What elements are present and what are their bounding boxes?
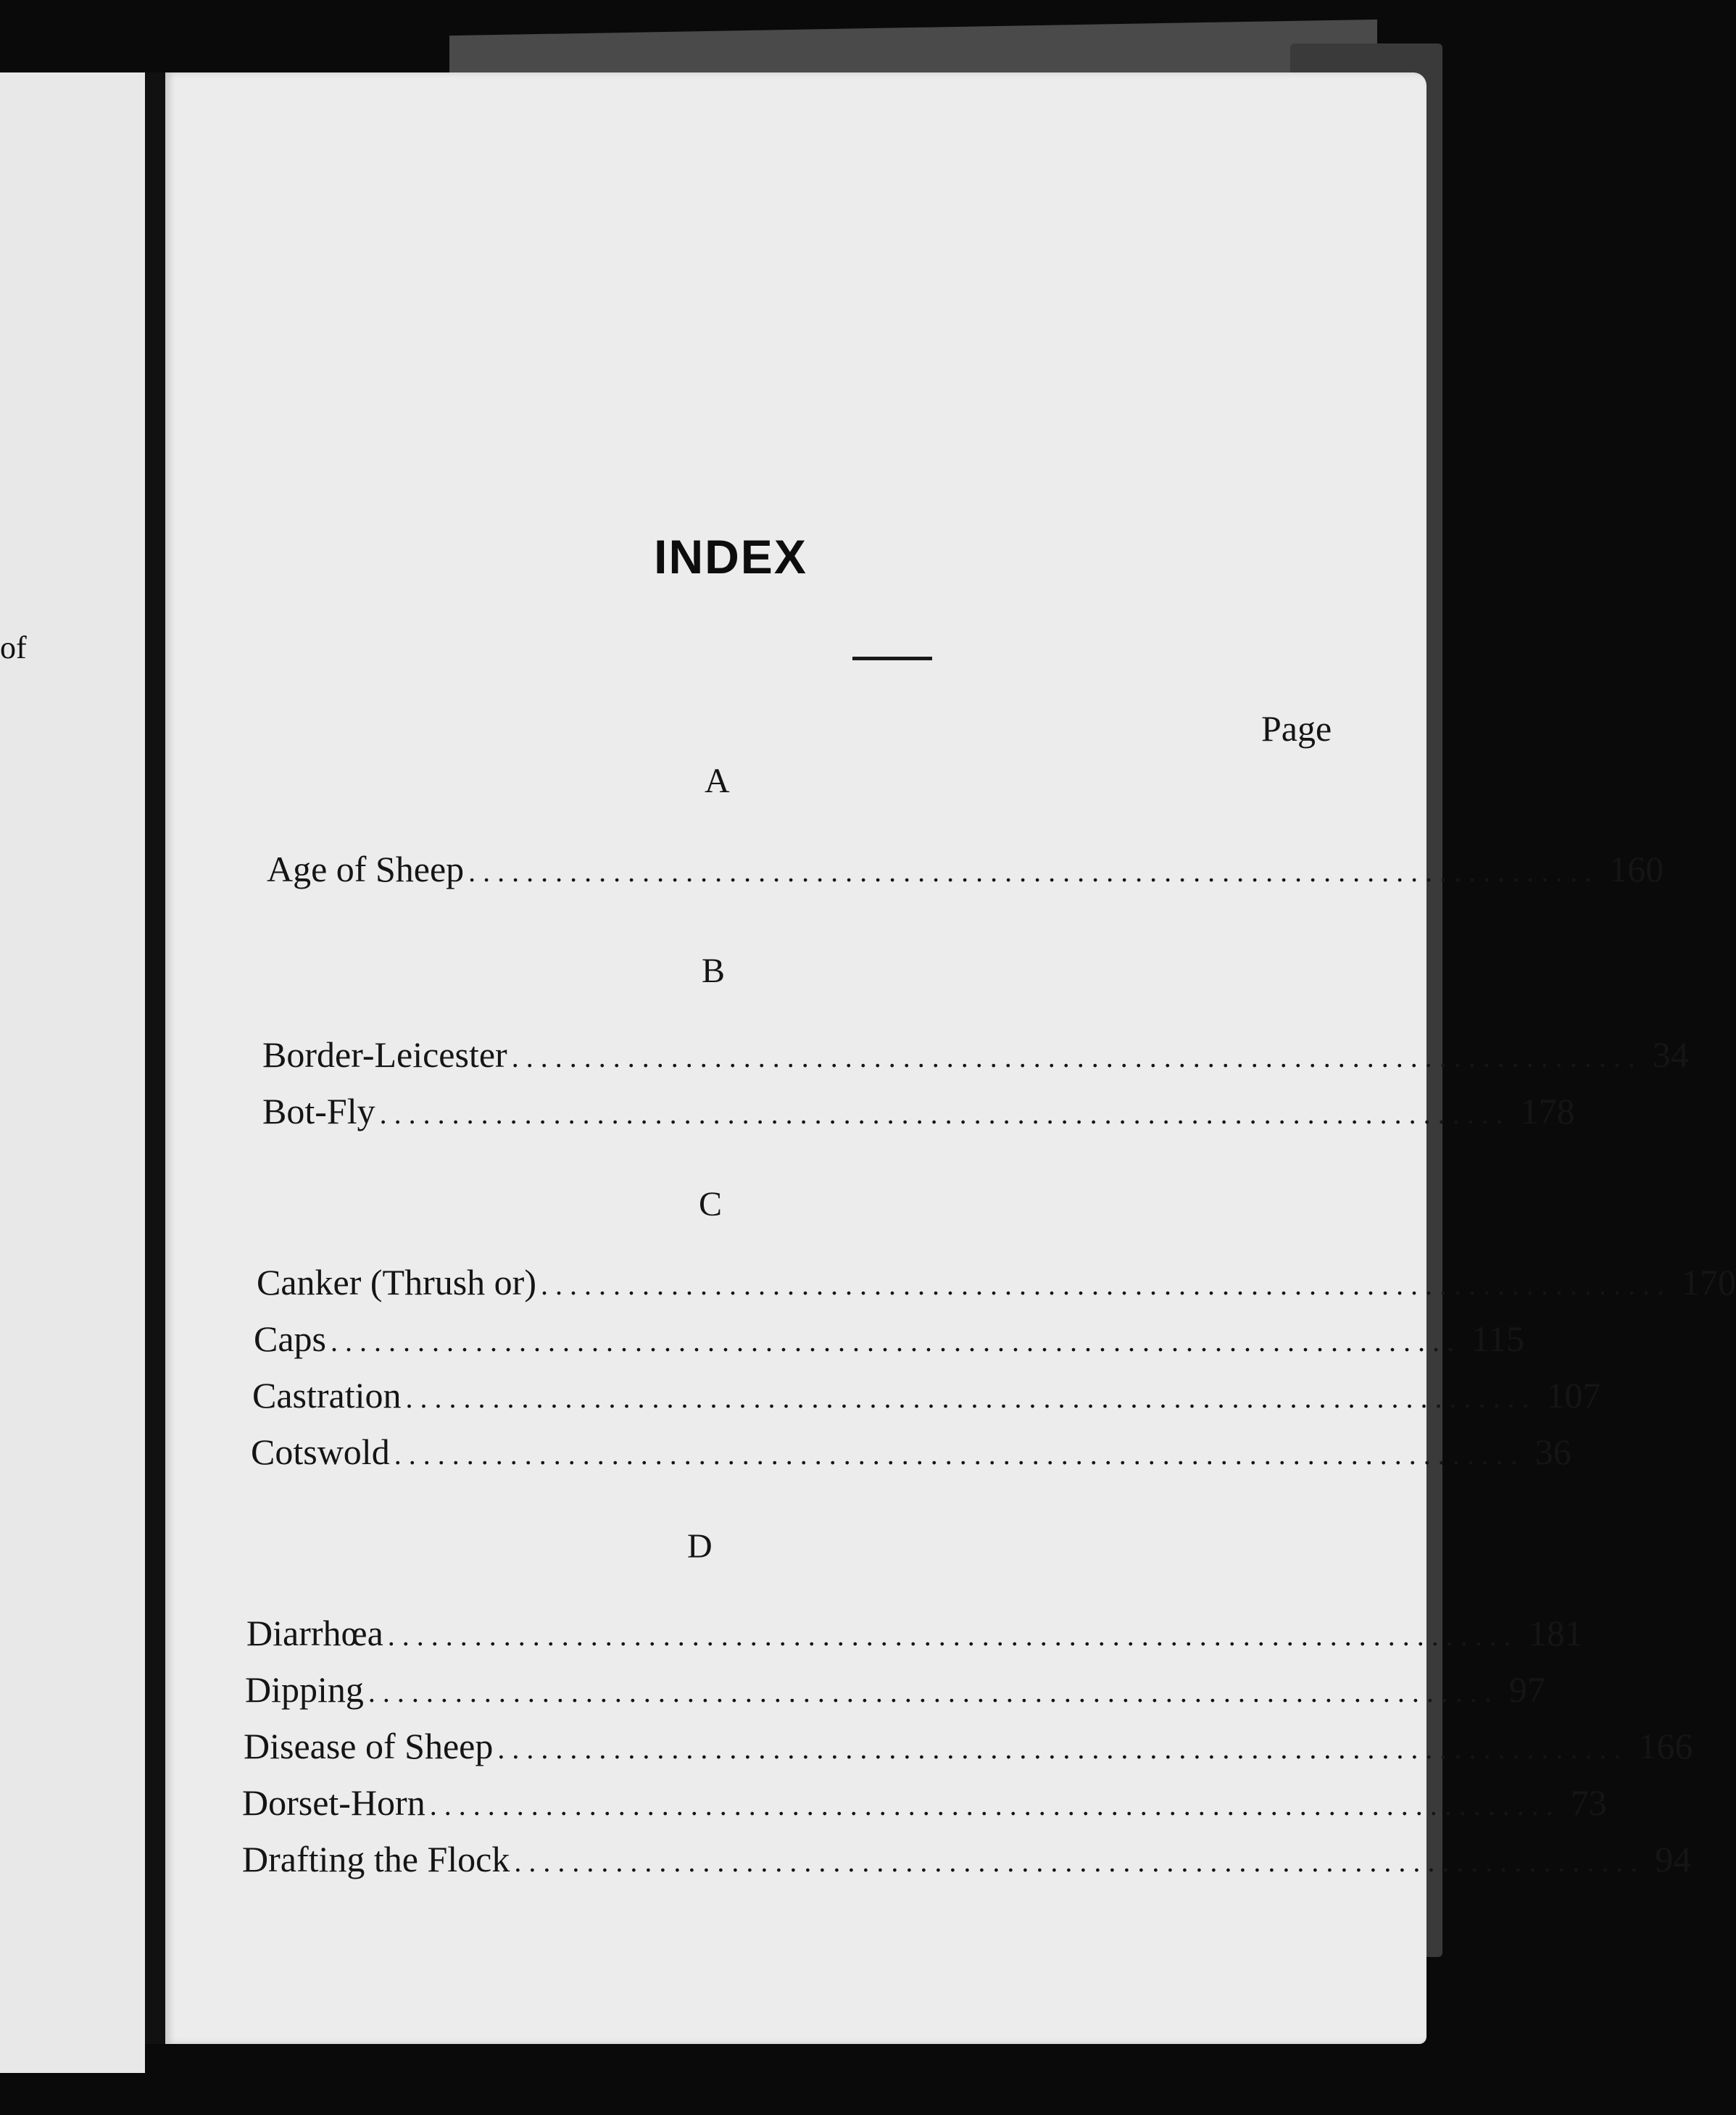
- entry-page: 73: [1570, 1782, 1607, 1823]
- entry-page: 181: [1528, 1613, 1583, 1653]
- index-entry: [251, 1431, 1571, 1473]
- entry-page: 160: [1609, 849, 1664, 889]
- index-entry: [242, 1838, 1692, 1880]
- leader-dots: ..............................................................................: [514, 1845, 1645, 1878]
- index-entry: [262, 1034, 1689, 1076]
- index-entry: [252, 1374, 1601, 1416]
- leader-dots: ..............................................................................: [367, 1676, 1499, 1708]
- section-letter-a: A: [705, 762, 730, 800]
- entry-name: Dorset-Horn: [242, 1782, 425, 1823]
- page-title: INDEX: [654, 530, 807, 583]
- left-page: [0, 72, 145, 2073]
- entry-name: Cotswold: [251, 1432, 390, 1472]
- leader-dots: ..............................................................................: [541, 1268, 1671, 1301]
- leader-dots: ..............................................................................: [429, 1789, 1561, 1821]
- leader-dots: ..............................................................................: [511, 1041, 1642, 1073]
- leader-dots: ..............................................................................: [468, 855, 1600, 888]
- section-letter-c: C: [699, 1185, 723, 1223]
- entry-page: 34: [1652, 1034, 1689, 1075]
- index-entry: [254, 1318, 1525, 1360]
- leader-dots: ..............................................................................: [331, 1325, 1461, 1358]
- index-entry: [242, 1782, 1607, 1824]
- leader-dots: ..............................................................................: [497, 1732, 1629, 1765]
- entry-name: Disease of Sheep: [244, 1726, 494, 1766]
- entry-page: 178: [1520, 1091, 1575, 1131]
- index-entry: [245, 1669, 1545, 1711]
- entry-name: Canker (Thrush or): [257, 1262, 536, 1302]
- entry-name: Bot-Fly: [262, 1091, 375, 1131]
- entry-name: Age of Sheep: [267, 849, 465, 889]
- index-entry: [244, 1725, 1693, 1767]
- entry-page: 97: [1508, 1669, 1545, 1710]
- entry-page: 107: [1546, 1375, 1601, 1416]
- book-gutter: [145, 72, 167, 2044]
- page-column-header: Page: [1261, 708, 1332, 749]
- entry-name: Dipping: [245, 1669, 364, 1710]
- entry-name: Drafting the Flock: [242, 1839, 510, 1879]
- entry-name: Border-Leicester: [262, 1034, 507, 1075]
- entry-page: 166: [1638, 1726, 1693, 1766]
- entry-page: 36: [1534, 1432, 1571, 1472]
- entry-name: Caps: [254, 1318, 326, 1359]
- entry-name: Diarrhœa: [246, 1613, 383, 1653]
- leader-dots: ..............................................................................: [394, 1438, 1525, 1471]
- leader-dots: ..............................................................................: [379, 1097, 1511, 1130]
- index-entry: [246, 1612, 1583, 1654]
- title-rule: [852, 657, 932, 660]
- index-entry: [262, 1090, 1575, 1132]
- leader-dots: ..............................................................................: [387, 1619, 1519, 1652]
- leader-dots: ..............................................................................: [405, 1381, 1537, 1414]
- section-letter-d: D: [687, 1527, 713, 1566]
- index-entry: [257, 1261, 1736, 1303]
- section-letter-b: B: [702, 952, 726, 990]
- index-entry: [267, 848, 1664, 890]
- entry-page: 94: [1655, 1839, 1692, 1879]
- entry-page: 115: [1471, 1318, 1525, 1359]
- entry-name: Castration: [252, 1375, 402, 1416]
- entry-page: 170: [1682, 1262, 1736, 1302]
- index-page: [165, 72, 1736, 2044]
- left-page-fragment: of: [0, 630, 27, 665]
